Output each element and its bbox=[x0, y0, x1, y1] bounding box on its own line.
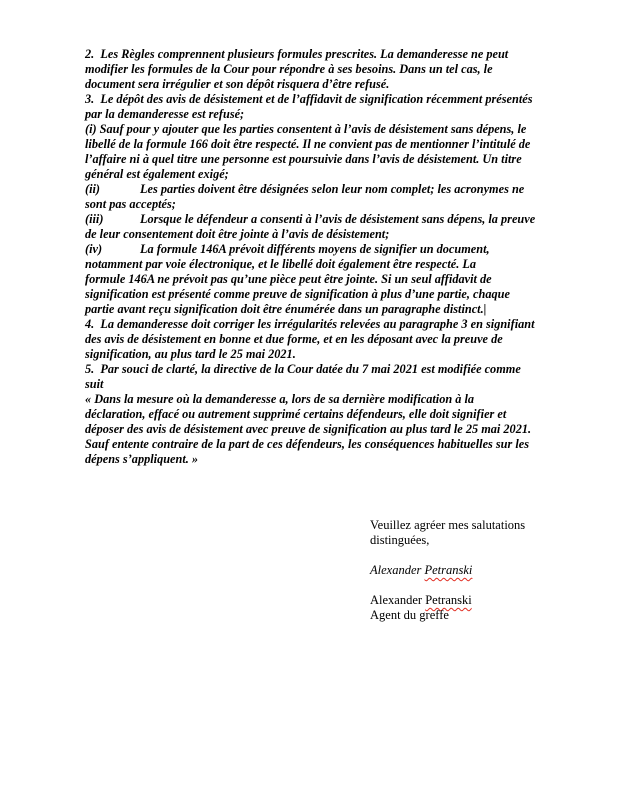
body-line bbox=[85, 272, 619, 287]
body-line bbox=[85, 407, 619, 422]
body-line bbox=[85, 152, 619, 167]
body-line bbox=[85, 362, 619, 377]
body-line-text: document sera irrégulier et son dépôt risquera d’être refusé. bbox=[85, 77, 390, 91]
body-line bbox=[85, 317, 619, 332]
body-line-text: notamment par voie électronique, et le libellé doit également être respecté. La bbox=[85, 257, 477, 271]
body-line-text: de leur consentement doit être jointe à l’avis de désistement; bbox=[85, 227, 390, 241]
body-line bbox=[85, 137, 619, 152]
salutation-line bbox=[370, 518, 525, 533]
body-line-text: (iii) Lorsque le défendeur a consenti à l’avis de désistement sans dépens, la preuve bbox=[85, 212, 536, 226]
salutation-line bbox=[370, 533, 525, 548]
body-line bbox=[85, 392, 619, 407]
body-line-text: libellé de la formule 166 doit être respecté. Il ne convient pas de mentionner l’intitulé de bbox=[85, 137, 531, 151]
body-line-text: (iv) La formule 146A prévoit différents moyens de signifier un document, bbox=[85, 242, 490, 256]
body-line-text: l’affaire ni à quel titre une personne est poursuivie dans l’avis de désistement. Un titre bbox=[85, 152, 522, 166]
body-line-text: (i) Sauf pour y ajouter que les parties consentent à l’avis de désistement sans dépens, le bbox=[85, 122, 527, 136]
misspelled-word: Petranski bbox=[425, 593, 472, 607]
body-line bbox=[85, 287, 619, 302]
body-line bbox=[85, 452, 619, 467]
body-line-text: 2. Les Règles comprennent plusieurs formules prescrites. La demanderesse ne peut bbox=[85, 47, 509, 61]
body-line bbox=[85, 167, 619, 182]
body-line-text: des avis de désistement en bonne et due forme, et en les déposant avec la preuve de bbox=[85, 332, 503, 346]
body-line-text: (ii) Les parties doivent être désignées selon leur nom complet; les acronymes ne bbox=[85, 182, 525, 196]
body-line bbox=[85, 47, 619, 62]
signature-first-name: Alexander bbox=[370, 563, 425, 577]
body-line-text: sont pas acceptés; bbox=[85, 197, 176, 211]
salutation-text: Veuillez agréer mes salutations bbox=[370, 518, 526, 532]
body-line-text: formule 146A ne prévoit pas qu’une pièce peut être jointe. Si un seul affidavit de bbox=[85, 272, 492, 286]
body-line-text: dépens s’appliquent. » bbox=[85, 452, 199, 466]
misspelled-word: Petranski bbox=[424, 563, 473, 577]
body-line bbox=[85, 377, 619, 392]
body-line-text: par la demanderesse est refusé; bbox=[85, 107, 245, 121]
body-line bbox=[85, 227, 619, 242]
body-line bbox=[85, 347, 619, 362]
body-line bbox=[85, 122, 619, 137]
body-line bbox=[85, 437, 619, 452]
body-line-text: suit bbox=[85, 377, 104, 391]
salutation-text: distinguées, bbox=[370, 533, 430, 547]
body-line bbox=[85, 257, 619, 272]
body-line bbox=[85, 332, 619, 347]
body-line-text: déposer des avis de désistement avec preuve de signification au plus tard le 25 mai 2021. bbox=[85, 422, 532, 436]
body-line-text: 4. La demanderesse doit corriger les irrégularités relevées au paragraphe 3 en signifiant bbox=[85, 317, 535, 331]
body-line-text: Sauf entente contraire de la part de ces défendeurs, les conséquences habituelles sur les bbox=[85, 437, 530, 451]
body-line-text: « Dans la mesure où la demanderesse a, lors de sa dernière modification à la bbox=[85, 392, 475, 406]
body-line bbox=[85, 422, 619, 437]
body-line-text: signification est présenté comme preuve de signification à plus d’une partie, chaque bbox=[85, 287, 510, 301]
body-line-text: 3. Le dépôt des avis de désistement et de l’affidavit de signification récemment présentés bbox=[85, 92, 533, 106]
body-line-text: déclaration, effacé ou autrement supprimé certains défendeurs, elle doit signifier et bbox=[85, 407, 507, 421]
letter-body bbox=[85, 47, 619, 467]
body-line bbox=[85, 62, 619, 77]
body-line bbox=[85, 182, 619, 197]
body-line bbox=[85, 92, 619, 107]
body-line bbox=[85, 197, 619, 212]
body-line bbox=[85, 302, 619, 317]
body-line-text: modifier les formules de la Cour pour répondre à ses besoins. Dans un tel cas, le bbox=[85, 62, 493, 76]
body-line bbox=[85, 107, 619, 122]
body-line-text: 5. Par souci de clarté, la directive de la Cour datée du 7 mai 2021 est modifiée comme bbox=[85, 362, 521, 376]
body-line bbox=[85, 77, 619, 92]
body-line bbox=[85, 242, 619, 257]
body-line-text: général est également exigé; bbox=[85, 167, 229, 181]
closing-block bbox=[370, 518, 525, 623]
body-line bbox=[85, 212, 619, 227]
printed-first-name: Alexander bbox=[370, 593, 426, 607]
body-line-text: partie avant reçu signification doit être énumérée dans un paragraphe distinct.| bbox=[85, 302, 487, 316]
signer-role: Agent du greffe bbox=[370, 608, 449, 622]
signature-printed bbox=[370, 593, 525, 608]
body-line-text: signification, au plus tard le 25 mai 2021. bbox=[85, 347, 296, 361]
signature-handwritten bbox=[370, 563, 525, 578]
